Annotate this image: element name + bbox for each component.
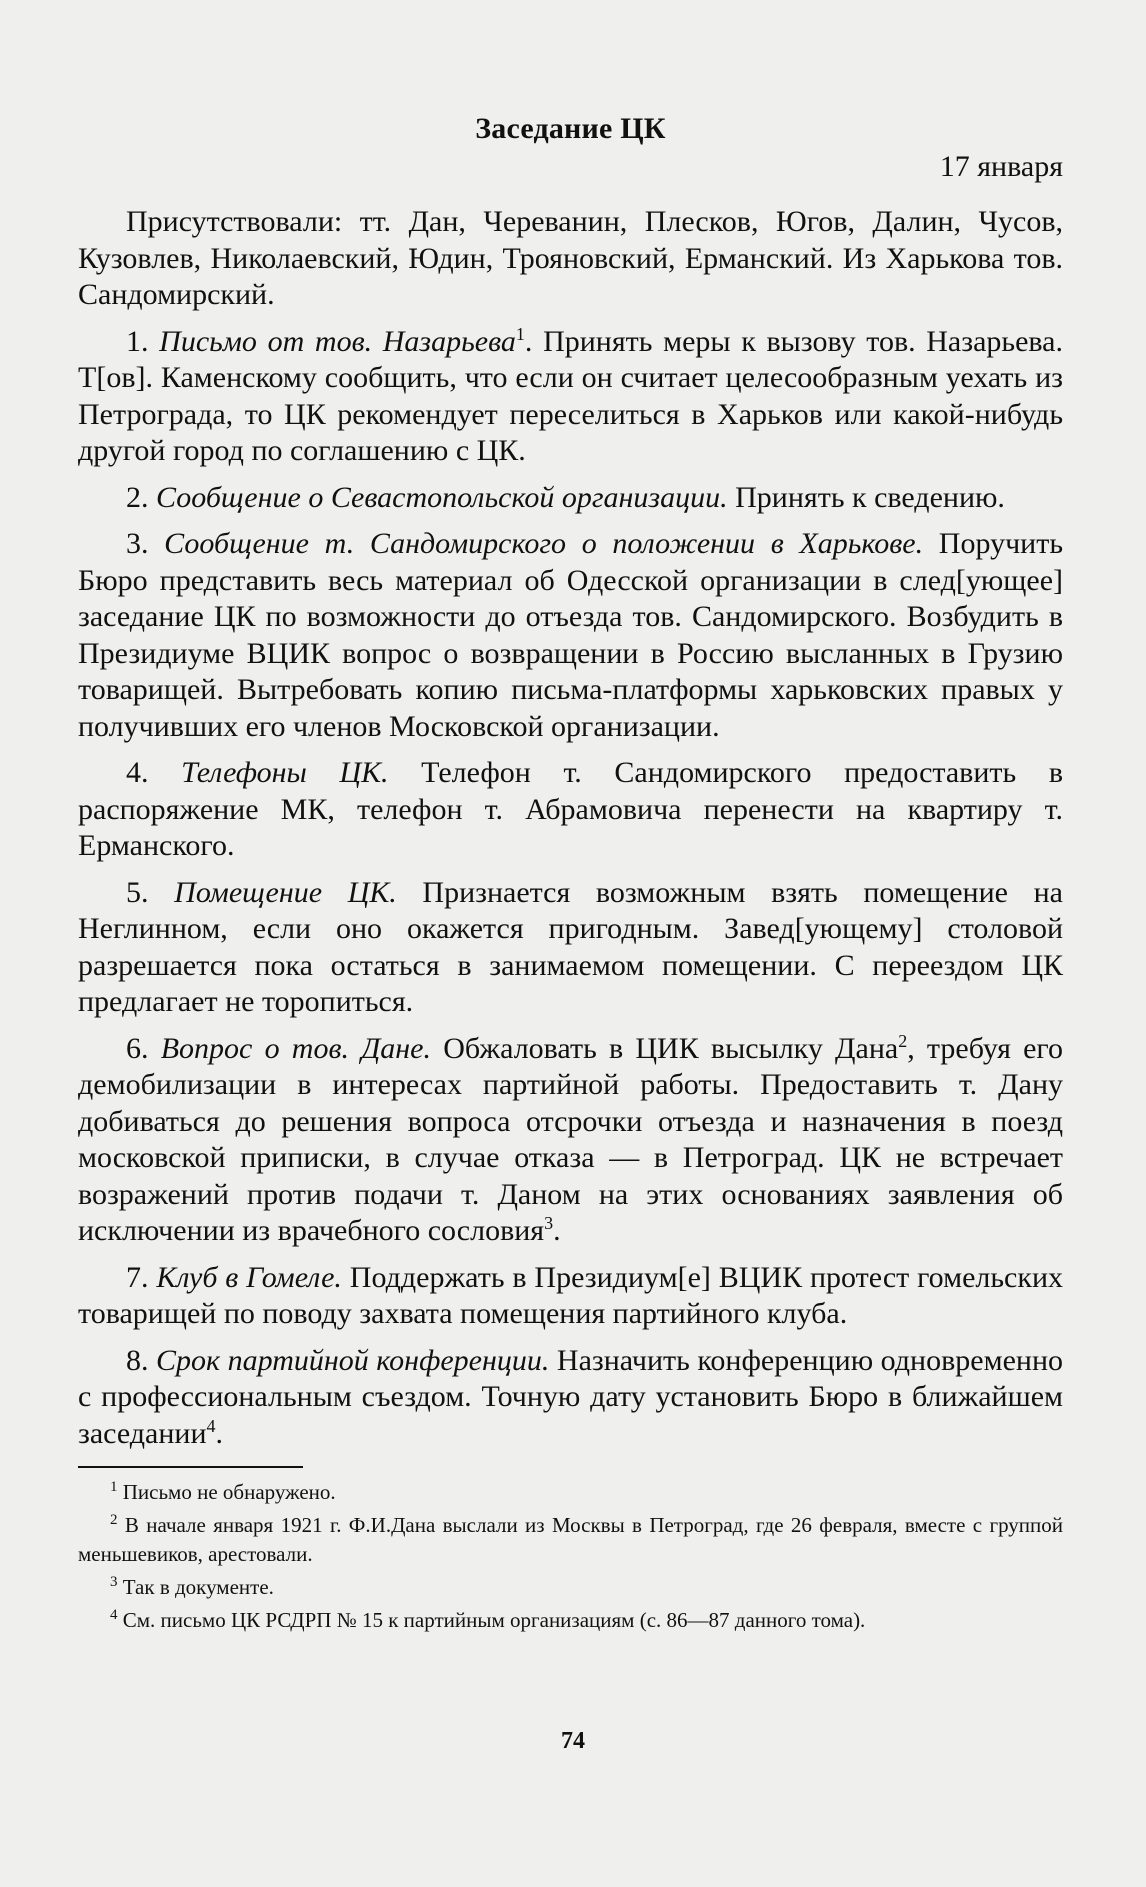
item-text: Признается возможным взять помещение на Неглинном, если оно окажется пригодным. Завед[ующему] столовой разрешается пока остаться в занимаемом помещении. С переездом ЦК предлагает не торопиться. bbox=[78, 875, 1063, 1018]
footnote-number: 4 bbox=[110, 1607, 118, 1623]
footnote-text: В начале января 1921 г. Ф.И.Дана выслали из Москвы в Петроград, где 26 февраля, вместе с группой меньшевиков, арестовали. bbox=[78, 1513, 1064, 1566]
item-text: Телефон т. Сандомирского предоставить в распоряжение МК, телефон т. Абрамовича перенести на квартиру т. Ерманского. bbox=[78, 756, 1063, 862]
item-text: Принять меры к вызову тов. Назарьева. Т[ов]. Каменскому сообщить, что если он считает целесообразным уехать из Петрограда, то ЦК рекомендует переселиться в Харьков или какой-нибудь другой город по соглашению с ЦК. bbox=[78, 324, 1063, 467]
agenda-item-5 bbox=[78, 875, 1063, 1021]
footnote-number: 1 bbox=[110, 1479, 118, 1495]
agenda-item-1 bbox=[78, 324, 1063, 470]
item-number: 1. bbox=[126, 324, 149, 358]
footnote-4 bbox=[78, 1606, 1063, 1635]
footnote-divider bbox=[78, 1466, 303, 1468]
item-text-end: . bbox=[215, 1416, 224, 1450]
item-number: 2. bbox=[126, 480, 149, 514]
item-text: Поручить Бюро представить весь материал об Одесской организации в след[ующее] заседание ЦК по возможности до отъезда тов. Сандомирского. Возбудить в Президиуме ВЦИК вопрос о возвращении в Россию высланных в Грузию товарищей. Вытребовать копию письма-платформы харьковских правых у получивших его членов Московской организации. bbox=[78, 527, 1063, 743]
item-number: 7. bbox=[126, 1260, 149, 1294]
agenda-item-6 bbox=[78, 1031, 1063, 1250]
footnote-2 bbox=[78, 1511, 1063, 1569]
item-heading: Сообщение о Севастопольской организации. bbox=[156, 480, 728, 514]
item-text: Обжаловать в ЦИК высылку Дана bbox=[430, 1031, 899, 1065]
agenda-item-3 bbox=[78, 526, 1063, 745]
item-number: 5. bbox=[126, 875, 149, 909]
item-number: 6. bbox=[126, 1031, 149, 1065]
page-number: 74 bbox=[561, 1728, 585, 1754]
agenda-item-7 bbox=[78, 1260, 1063, 1333]
item-text-end: . bbox=[553, 1214, 561, 1247]
document-page bbox=[78, 112, 1063, 1639]
item-heading-end: . bbox=[524, 324, 533, 358]
footnote-text: Письмо не обнаружено. bbox=[122, 1480, 336, 1504]
footnote-1 bbox=[78, 1478, 1063, 1507]
agenda-item-2 bbox=[78, 480, 1063, 517]
item-heading: Письмо от тов. Назарьева bbox=[159, 324, 516, 358]
item-number: 4. bbox=[126, 756, 149, 789]
footnote-text: Так в документе. bbox=[122, 1575, 274, 1599]
item-heading: Сообщение т. Сандомирского о положении в Харькове. bbox=[164, 527, 924, 560]
footnote-ref: 4 bbox=[206, 1415, 216, 1436]
item-heading: Телефоны ЦК. bbox=[181, 756, 389, 789]
item-text-cont: , требуя его демобилизации в интересах партийной работы. Предоставить т. Дану добиваться до решения вопроса отсрочки отъезда и назначения в поезд московской приписки, в случае отказа — в Петроград. ЦК не встречает возражений против подачи т. Даном на этих основаниях заявления об исключении из врачебного сословия bbox=[78, 1031, 1063, 1247]
footnote-text: См. письмо ЦК РСДРП № 15 к партийным организациям (с. 86—87 данного тома). bbox=[122, 1608, 866, 1632]
item-number: 3. bbox=[126, 527, 149, 560]
footnote-number: 2 bbox=[110, 1512, 118, 1528]
meeting-date: 17 января bbox=[939, 150, 1063, 183]
footnote-ref: 2 bbox=[898, 1030, 908, 1051]
attendance-paragraph: Присутствовали: тт. Дан, Череванин, Плесков, Югов, Далин, Чусов, Кузовлев, Николаевский, Юдин, Трояновский, Ерманский. Из Харькова тов. Сандомирский. bbox=[78, 205, 1063, 311]
item-text: Принять к сведению. bbox=[727, 480, 1005, 514]
item-heading: Клуб в Гомеле. bbox=[156, 1260, 342, 1294]
item-text: Поддержать в Президиум[е] ВЦИК протест гомельских товарищей по поводу захвата помещения партийного клуба. bbox=[78, 1260, 1064, 1330]
item-text: Назначить конференцию одновременно с профессиональным съездом. Точную дату установить Бюро в ближайшем заседании bbox=[78, 1343, 1063, 1450]
agenda-item-4 bbox=[78, 755, 1063, 865]
footnote-number: 3 bbox=[110, 1574, 118, 1590]
item-heading: Помещение ЦК. bbox=[174, 875, 397, 909]
footnote-ref: 1 bbox=[515, 323, 525, 344]
footnote-ref: 3 bbox=[544, 1213, 554, 1233]
item-number: 8. bbox=[126, 1343, 149, 1377]
footnote-3 bbox=[78, 1573, 1063, 1602]
page-title: Заседание ЦК bbox=[475, 112, 666, 145]
item-heading: Вопрос о тов. Дане. bbox=[160, 1031, 431, 1065]
item-heading: Срок партийной конференции. bbox=[156, 1343, 550, 1377]
agenda-item-8 bbox=[78, 1343, 1063, 1453]
